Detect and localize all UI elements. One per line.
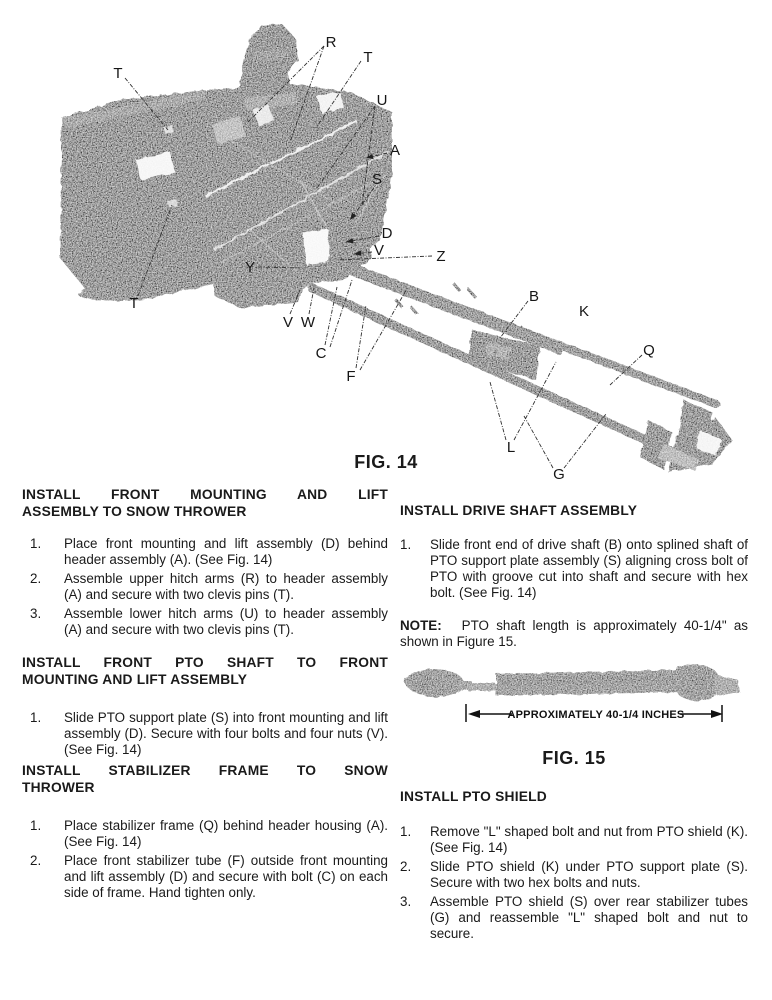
fig14-caption: FIG. 14 [354,452,418,472]
section-title-line: INSTALL FRONT MOUNTING AND LIFT [22,487,388,502]
left-column [22,486,388,904]
step-text: Assemble PTO shield (S) over rear stabilizer tubes (G) and reassemble "L" shaped bolt and nut to secure. [430,894,748,941]
snow-thrower-figure [0,0,772,480]
section-install-drive-shaft [400,502,748,601]
step-number: 2. [30,571,42,586]
step-number: 2. [30,853,42,868]
step-list [22,536,388,638]
callout-Q: Q [643,342,655,359]
list-item [400,537,748,601]
step-text: Slide front end of drive shaft (B) onto splined shaft of PTO support plate assembly (S) aligning cross bolt of PTO with groove cut into shaft and secure with hex bolt. (See Fig. 14) [430,537,748,600]
right-column [400,486,748,945]
section-install-stabilizer-frame [22,762,388,901]
step-number: 3. [400,894,412,909]
step-text: Place front mounting and lift assembly (D) behind header assembly (A). (See Fig. 14) [64,536,388,567]
list-item [400,859,748,891]
section-title [22,654,388,688]
section-title-line: ASSEMBLY TO SNOW THROWER [22,504,247,519]
section-title: INSTALL PTO SHIELD [400,789,547,804]
callout-Y: Y [244,259,256,276]
callout-R: R [325,34,337,51]
step-number: 1. [400,537,412,552]
callout-U: U [376,92,388,109]
step-text: Place stabilizer frame (Q) behind header housing (A). (See Fig. 14) [64,818,388,849]
step-text: Place front stabilizer tube (F) outside front mounting and lift assembly (D) and secure with bolt (C) on each side of frame. Hand tighten only. [64,853,388,900]
step-number: 1. [30,536,42,551]
section-install-front-pto-shaft [22,654,388,758]
callout-V-2: V [282,314,294,331]
section-title-line: INSTALL STABILIZER FRAME TO SNOW [22,763,388,778]
step-text: Slide PTO shield (K) under PTO support plate (S). Secure with two hex bolts and nuts. [430,859,748,890]
callout-L: L [506,439,516,456]
fig15-illustration [400,658,756,728]
fig15-caption: FIG. 15 [542,748,606,768]
list-item [30,536,388,568]
callout-W: W [300,314,316,331]
step-text: Slide PTO support plate (S) into front mounting and lift assembly (D). Secure with four bolts and four nuts (V). (See Fig. 14) [64,710,388,757]
section-title [22,762,388,796]
step-list [400,824,748,942]
callout-G: G [553,466,565,480]
step-number: 1. [400,824,412,839]
step-text: Assemble upper hitch arms (R) to header assembly (A) and secure with two clevis pins (T). [64,571,388,602]
step-text: Assemble lower hitch arms (U) to header assembly (A) and secure with two clevis pins (T). [64,606,388,637]
snow-thrower-photo [60,24,732,472]
step-number: 1. [30,818,42,833]
section-title-line: THROWER [22,780,95,795]
step-number: 3. [30,606,42,621]
callout-A: A [389,142,401,159]
note-text: PTO shaft length is approximately 40-1/4" as shown in Figure 15. [400,618,748,649]
section-title-line: MOUNTING AND LIFT ASSEMBLY [22,672,248,687]
list-item [400,824,748,856]
step-list [22,710,388,758]
callout-D: D [381,225,393,242]
step-text: Remove "L" shaped bolt and nut from PTO shield (K). (See Fig. 14) [430,824,748,855]
note-paragraph [400,618,748,650]
section-title [22,486,388,520]
callout-Z: Z [436,248,446,265]
list-item [30,571,388,603]
list-item [30,853,388,901]
fig14-illustration [0,0,772,480]
list-item [30,818,388,850]
callout-C: C [315,345,327,362]
note-label: NOTE: [400,618,442,633]
dimension-arrow-left [468,710,480,718]
dimension-label: APPROXIMATELY 40-1/4 INCHES [507,709,685,721]
callout-T-3: T [129,295,139,312]
list-item [30,710,388,758]
callout-K: K [578,303,590,320]
section-title-line: INSTALL FRONT PTO SHAFT TO FRONT [22,655,388,670]
list-item [30,606,388,638]
step-list [400,537,748,601]
pto-shaft-photo [404,664,740,701]
list-item [400,894,748,942]
callout-V-1: V [373,242,385,259]
step-number: 1. [30,710,42,725]
callout-F: F [346,368,356,385]
callout-T-1: T [113,65,123,82]
callout-B: B [528,288,540,305]
section-install-pto-shield [400,788,748,942]
step-number: 2. [400,859,412,874]
section-title: INSTALL DRIVE SHAFT ASSEMBLY [400,503,638,518]
step-list [22,818,388,901]
callout-T-2: T [363,49,373,66]
dimension-arrow-right [711,710,723,718]
section-install-front-mounting [22,486,388,638]
callout-S: S [371,171,383,188]
